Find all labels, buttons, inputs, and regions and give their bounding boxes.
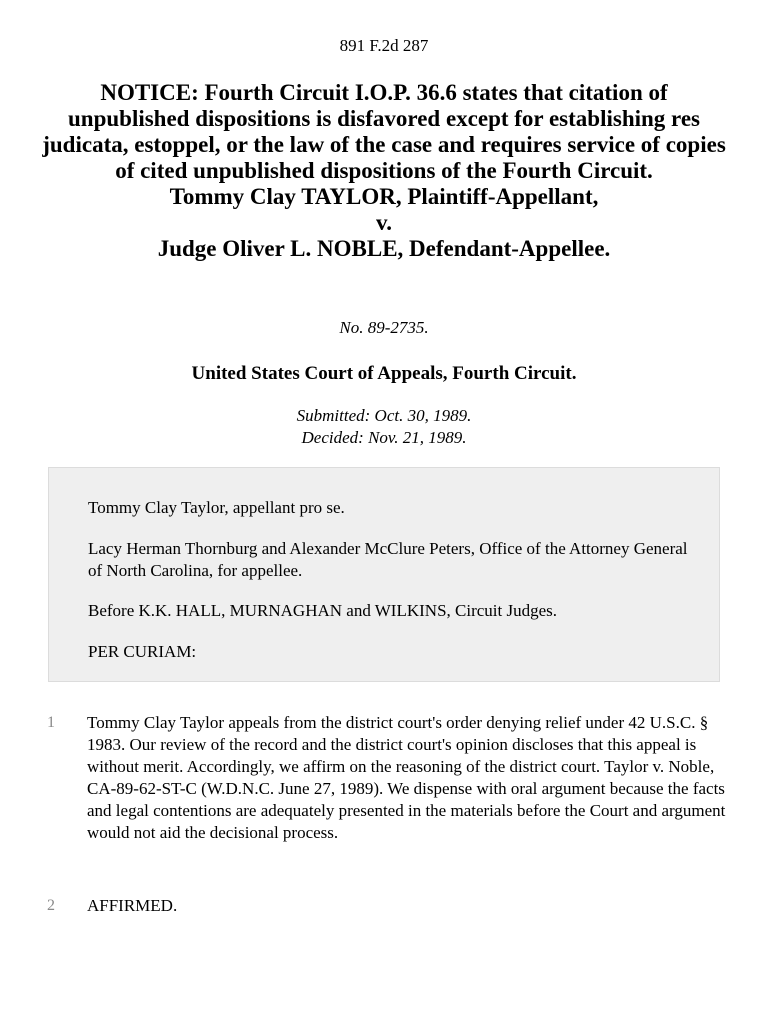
- counsel-panel: [48, 467, 720, 682]
- paragraph-text: AFFIRMED.: [87, 896, 178, 915]
- per-curiam: PER CURIAM:: [88, 642, 197, 661]
- decided-date: Decided: Nov. 21, 1989.: [301, 428, 467, 447]
- paragraph-number: 2: [47, 897, 55, 914]
- reporter-citation: 891 F.2d 287: [339, 36, 429, 55]
- court-name: United States Court of Appeals, Fourth Circuit.: [191, 363, 577, 384]
- docket-number: No. 89-2735.: [339, 318, 429, 337]
- appellee-counsel: Lacy Herman Thornburg and Alexander McClure Peters, Office of the Attorney General of North Carolina, for appellee.: [88, 539, 688, 580]
- defendant-party: Judge Oliver L. NOBLE, Defendant-Appellee.: [157, 236, 611, 261]
- judges-panel: Before K.K. HALL, MURNAGHAN and WILKINS, Circuit Judges.: [88, 601, 558, 620]
- versus: v.: [376, 210, 392, 235]
- case-dates: [0, 405, 768, 449]
- appellant-counsel: Tommy Clay Taylor, appellant pro se.: [88, 498, 345, 517]
- plaintiff-party: Tommy Clay TAYLOR, Plaintiff-Appellant,: [169, 184, 599, 209]
- case-title: [40, 80, 728, 262]
- submitted-date: Submitted: Oct. 30, 1989.: [296, 406, 472, 425]
- paragraph-text: Tommy Clay Taylor appeals from the district court's order denying relief under 42 U.S.C. § 1983. Our review of the record and the district court's opinion discloses that this appeal is without merit. Accordingly, we affirm on the reasoning of the district court. Taylor v. Noble, CA-89-62-ST-C (W.D.N.C. June 27, 1989). We dispense with oral argument because the facts and legal contentions are adequately presented in the materials before the Court and argument would not aid the decisional process.: [87, 713, 726, 842]
- unpublished-notice: NOTICE: Fourth Circuit I.O.P. 36.6 states that citation of unpublished dispositions is disfavored except for establishing res judicata, estoppel, or the law of the case and requires service of copies of cited unpublished dispositions of the Fourth Circuit.: [42, 80, 726, 183]
- paragraph-number: 1: [47, 714, 55, 731]
